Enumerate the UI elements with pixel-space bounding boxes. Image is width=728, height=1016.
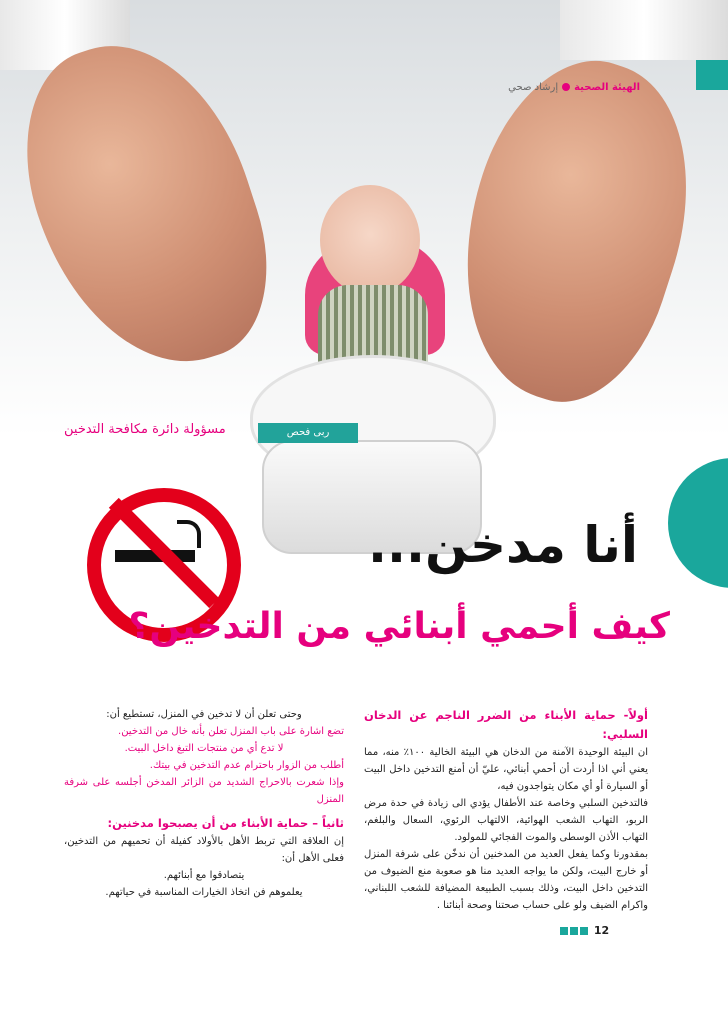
- section-heading-2: ثانياً – حماية الأبناء من أن يصبحوا مدخنين:: [107, 816, 344, 830]
- author-name: ربى فحص: [258, 423, 358, 443]
- tip-item-4: وإذا شعرت بالاحراج الشديد من الزائر المدخن أجلسه على شرفة المنزل: [64, 777, 344, 805]
- left-column: [64, 706, 344, 901]
- bullet-icon: [562, 83, 570, 91]
- footer-square-icon: [570, 927, 578, 935]
- article-title: أنا مدخن...: [368, 516, 638, 574]
- cigarette-tip: [185, 550, 195, 562]
- tip-item-6: يعلموهم فن اتخاذ الخيارات المناسبة في حياتهم.: [105, 887, 303, 898]
- right-column: [364, 706, 648, 914]
- page-footer: [560, 924, 609, 937]
- smoke-shape: [177, 520, 201, 548]
- tip-item-5: يتصادقوا مع أبنائهم.: [163, 870, 245, 881]
- section-heading-1: أولاً- حماية الأبناء من الضرر الناجم عن الدخان السلبي:: [364, 708, 648, 741]
- right-paragraph-2: فالتدخين السلبي وخاصة عند الأطفال يؤدي الى زيادة في حدة مرض الربو، التهاب الشعب الهوائية، الالتهاب الرئوي، السعال والبلغم، التهاب الأذن الوسطى والموت الفجائي للمولود.: [364, 798, 648, 843]
- article-subtitle: كيف أحمي أبنائي من التدخين؟: [128, 606, 670, 647]
- right-hand: [423, 36, 728, 424]
- right-paragraph-3: بمقدورنا وكما يفعل العديد من المدخنين أن ندخّن على شرفة المنزل أو خارج البيت، ولكن ما يواجه العديد منا هو صعوبة منع الضيوف من التدخين داخل البيت، وذلك بسبب الطبيعة المضيافة للشعب اللبناني، واكرام الضيف ولو على حساب صحتنا وصحة أبنائنا .: [364, 849, 648, 911]
- footer-square-icon: [560, 927, 568, 935]
- section-label: إرشاد صحي: [508, 82, 559, 93]
- footer-square-icon: [580, 927, 588, 935]
- header-category: [508, 82, 640, 93]
- left-paragraph-1: إن العلاقة التي تربط الأهل بالأولاد كفيلة أن تحميهم من التدخين، فعلى الأهل أن:: [64, 836, 344, 864]
- tip-item-3: أطلب من الزوار باحترام عدم التدخين في بيتك.: [149, 760, 344, 771]
- tip-item-2: لا تدع أي من منتجات التبغ داخل البيت.: [124, 743, 284, 754]
- author-role: مسؤولة دائرة مكافحة التدخين: [64, 422, 226, 437]
- page-number: 12: [593, 924, 610, 937]
- baby-head: [320, 185, 420, 295]
- left-hand: [0, 16, 296, 395]
- right-sleeve: [560, 0, 728, 60]
- right-paragraph-1: ان البيئة الوحيدة الآمنة من الدخان هي البيئة الخالية ١٠٠٪ منه، مما يعني أني اذا أردت أن أحمي أبنائي، عليّ أن أمنع التدخين داخل البيت أو السيارة أو أي مكان يتواجدون فيه،: [364, 747, 648, 792]
- left-intro: وحتى تعلن أن لا تدخين في المنزل، تستطيع أن:: [106, 709, 302, 720]
- tip-item-1: تضع اشارة على باب المنزل تعلن بأنه خال من التدخين.: [118, 726, 344, 737]
- header-tab: [696, 60, 728, 90]
- category-label: الهيئة الصحية: [574, 82, 640, 93]
